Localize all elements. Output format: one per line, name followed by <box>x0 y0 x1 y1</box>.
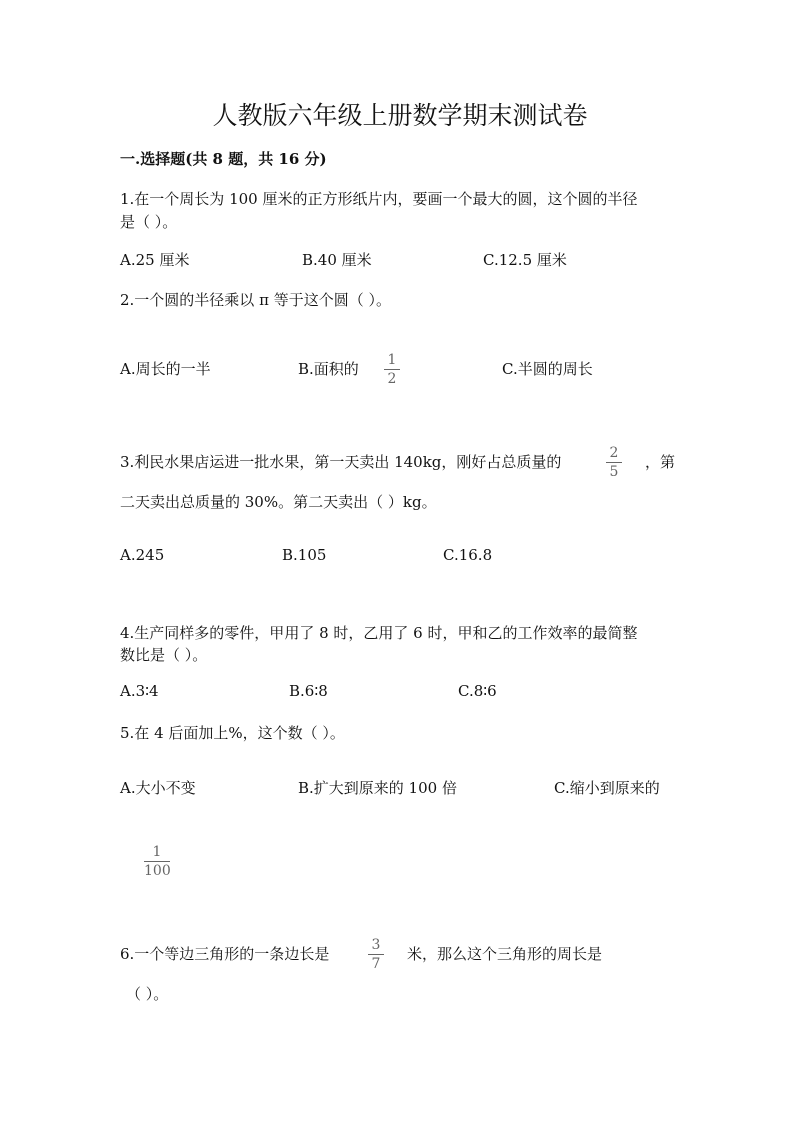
fraction-denominator: 7 <box>371 956 381 972</box>
fraction-denominator: 5 <box>609 464 619 480</box>
question-1-text-line1: 1.在一个周长为 100 厘米的正方形纸片内，要画一个最大的圆，这个圆的半径 <box>120 190 638 208</box>
question-3-text-line1-end: ，第 <box>645 453 676 471</box>
question-5-option-c[interactable]: C.缩小到原来的 <box>554 779 660 797</box>
question-2-option-a[interactable]: A.周长的一半 <box>120 360 211 378</box>
question-5-text: 5.在 4 后面加上%，这个数（ ）。 <box>120 724 345 742</box>
question-4-option-a[interactable]: A.3∶4 <box>120 682 159 700</box>
question-2-text: 2.一个圆的半径乘以 π 等于这个圆（ ）。 <box>120 291 391 309</box>
question-3-fraction <box>606 446 622 479</box>
fraction-bar <box>368 954 384 955</box>
question-5-option-b[interactable]: B.扩大到原来的 100 倍 <box>298 779 457 797</box>
section-heading: 一.选择题(共 8 题，共 16 分) <box>120 150 327 168</box>
question-4-text-line2: 数比是（ ）。 <box>120 646 208 664</box>
fraction-numerator: 1 <box>152 844 162 860</box>
fraction-denominator: 2 <box>387 371 397 387</box>
page-title: 人教版六年级上册数学期末测试卷 <box>212 101 588 130</box>
fraction-bar <box>144 861 170 862</box>
question-4-option-b[interactable]: B.6∶8 <box>289 682 328 700</box>
question-5-option-a[interactable]: A.大小不变 <box>120 779 196 797</box>
question-2-option-c[interactable]: C.半圆的周长 <box>502 360 593 378</box>
question-5-fraction <box>144 845 170 878</box>
fraction-bar <box>606 462 622 463</box>
question-1-text-line2: 是（ ）。 <box>120 213 178 231</box>
fraction-numerator: 2 <box>609 445 619 461</box>
fraction-bar <box>384 369 400 370</box>
question-3-text-line2: 二天卖出总质量的 30%。第二天卖出（ ）kg。 <box>120 493 437 511</box>
question-2-fraction <box>384 353 400 386</box>
fraction-numerator: 1 <box>387 352 397 368</box>
question-6-text-line2: （ ）。 <box>126 985 169 1003</box>
question-3-option-c[interactable]: C.16.8 <box>443 546 493 564</box>
question-4-text-line1: 4.生产同样多的零件，甲用了 8 时，乙用了 6 时，甲和乙的工作效率的最简整 <box>120 624 638 642</box>
question-6-text-line1-end: 米，那么这个三角形的周长是 <box>407 945 603 963</box>
question-3-text-line1: 3.利民水果店运进一批水果，第一天卖出 140kg，刚好占总质量的 <box>120 453 562 471</box>
fraction-numerator: 3 <box>371 937 381 953</box>
question-6-text-line1: 6.一个等边三角形的一条边长是 <box>120 945 330 963</box>
question-1-option-b[interactable]: B.40 厘米 <box>302 251 372 269</box>
fraction-denominator: 100 <box>144 863 171 879</box>
question-3-option-a[interactable]: A.245 <box>120 546 165 564</box>
question-1-option-c[interactable]: C.12.5 厘米 <box>483 251 567 269</box>
question-2-option-b[interactable]: B.面积的 <box>298 360 359 378</box>
question-6-fraction <box>368 938 384 971</box>
question-4-option-c[interactable]: C.8∶6 <box>458 682 497 700</box>
question-3-option-b[interactable]: B.105 <box>282 546 327 564</box>
question-1-option-a[interactable]: A.25 厘米 <box>120 251 190 269</box>
